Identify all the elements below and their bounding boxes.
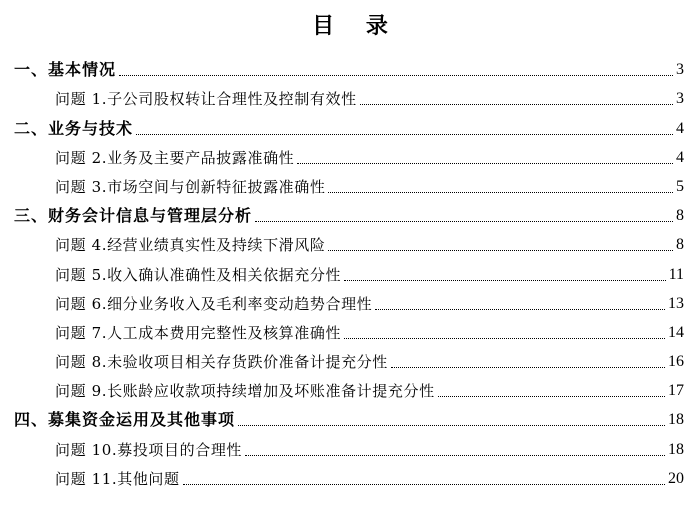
dot-leader bbox=[328, 192, 673, 193]
toc-entry-label: 问题 1.子公司股权转让合理性及控制有效性 bbox=[55, 90, 357, 109]
dot-leader bbox=[136, 134, 673, 135]
toc-section-basic-info[interactable] bbox=[0, 53, 700, 82]
dot-leader bbox=[183, 484, 665, 485]
dot-leader bbox=[344, 280, 666, 281]
toc-section-business-tech[interactable] bbox=[0, 111, 700, 140]
toc-question-8[interactable] bbox=[0, 345, 700, 374]
dot-leader bbox=[297, 163, 673, 164]
toc-entry-page: 20 bbox=[668, 469, 684, 487]
toc-entry-label: 问题 5.收入确认准确性及相关依据充分性 bbox=[55, 265, 342, 284]
toc-entry-page: 3 bbox=[676, 61, 684, 79]
dot-leader bbox=[255, 221, 673, 222]
toc-question-6[interactable] bbox=[0, 287, 700, 316]
toc-question-7[interactable] bbox=[0, 316, 700, 345]
toc-entry-page: 4 bbox=[676, 119, 684, 137]
dot-leader bbox=[119, 75, 673, 76]
toc-entry-page: 3 bbox=[676, 90, 684, 108]
toc-entry-label: 四、募集资金运用及其他事项 bbox=[14, 410, 236, 430]
toc-section-finance[interactable] bbox=[0, 199, 700, 228]
toc-question-5[interactable] bbox=[0, 257, 700, 286]
toc-question-1[interactable] bbox=[0, 82, 700, 111]
toc-question-4[interactable] bbox=[0, 228, 700, 257]
toc-entry-label: 问题 11.其他问题 bbox=[55, 469, 180, 488]
toc-section-funds-other[interactable] bbox=[0, 403, 700, 432]
toc-entry-page: 17 bbox=[668, 382, 684, 400]
dot-leader bbox=[438, 396, 665, 397]
toc-entry-page: 8 bbox=[676, 236, 684, 254]
toc-question-11[interactable] bbox=[0, 462, 700, 491]
toc-entry-label: 问题 9.长账龄应收款项持续增加及坏账准备计提充分性 bbox=[55, 382, 435, 401]
toc-entry-page: 16 bbox=[668, 353, 684, 371]
toc-question-9[interactable] bbox=[0, 374, 700, 403]
toc-entry-label: 问题 3.市场空间与创新特征披露准确性 bbox=[55, 177, 326, 196]
dot-leader bbox=[375, 309, 665, 310]
dot-leader bbox=[245, 455, 665, 456]
toc-question-2[interactable] bbox=[0, 141, 700, 170]
toc-title: 目 录 bbox=[312, 14, 400, 39]
toc-entry-label: 问题 6.细分业务收入及毛利率变动趋势合理性 bbox=[55, 294, 373, 313]
toc-entry-page: 8 bbox=[676, 207, 684, 225]
toc-entry-label: 一、基本情况 bbox=[14, 60, 117, 80]
dot-leader bbox=[328, 250, 673, 251]
toc-entry-label: 问题 8.未验收项目相关存货跌价准备计提充分性 bbox=[55, 353, 388, 372]
toc-question-10[interactable] bbox=[0, 432, 700, 461]
toc-entry-page: 13 bbox=[668, 294, 684, 312]
toc-entry-page: 11 bbox=[668, 265, 684, 283]
toc-entry-label: 问题 2.业务及主要产品披露准确性 bbox=[55, 148, 295, 167]
toc-entry-label: 三、财务会计信息与管理层分析 bbox=[14, 206, 253, 226]
toc-list bbox=[0, 53, 700, 491]
toc-entry-page: 14 bbox=[668, 323, 684, 341]
toc-entry-label: 问题 4.经营业绩真实性及持续下滑风险 bbox=[55, 236, 326, 255]
toc-question-3[interactable] bbox=[0, 170, 700, 199]
toc-entry-page: 18 bbox=[668, 411, 684, 429]
toc-entry-label: 问题 10.募投项目的合理性 bbox=[55, 440, 243, 459]
dot-leader bbox=[238, 425, 665, 426]
dot-leader bbox=[391, 367, 665, 368]
toc-entry-page: 4 bbox=[676, 148, 684, 166]
toc-entry-label: 二、业务与技术 bbox=[14, 118, 134, 138]
toc-entry-page: 5 bbox=[676, 177, 684, 195]
toc-entry-page: 18 bbox=[668, 440, 684, 458]
dot-leader bbox=[344, 338, 665, 339]
toc-entry-label: 问题 7.人工成本费用完整性及核算准确性 bbox=[55, 323, 342, 342]
dot-leader bbox=[360, 104, 673, 105]
